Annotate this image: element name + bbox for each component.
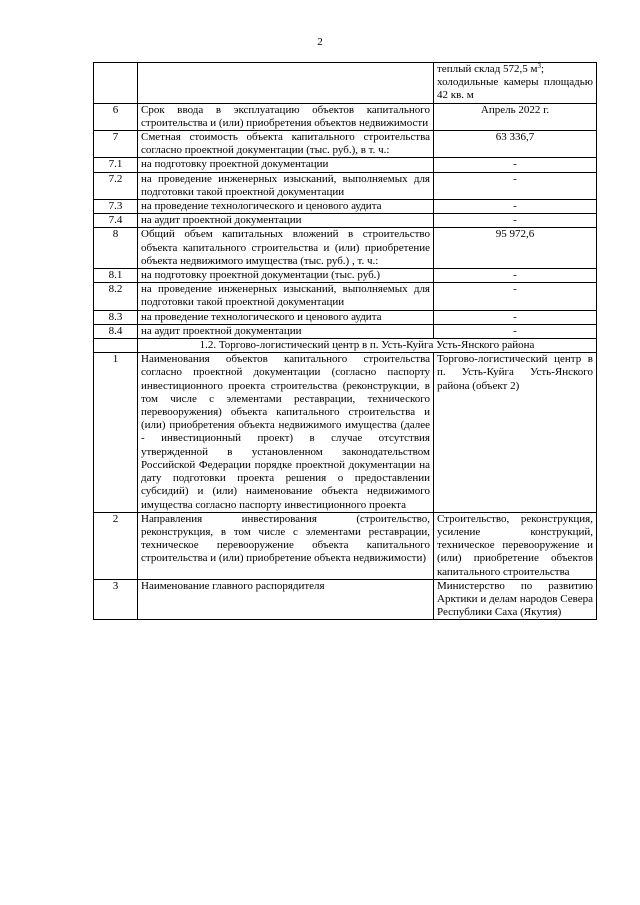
table-row — [94, 228, 597, 269]
value-cell: - — [434, 269, 597, 283]
value-cell: - — [434, 324, 597, 338]
description-cell: на проведение инженерных изысканий, выполняемых для подготовки такой проектной документации — [138, 172, 434, 199]
value-cell: - — [434, 310, 597, 324]
page-number: 2 — [317, 36, 323, 48]
description-cell: Общий объем капитальных вложений в строительство объекта капитального строительства и (или) приобретение объекта недвижимого имущества (тыс. руб.) , т. ч.: — [138, 228, 434, 269]
value-cell: - — [434, 172, 597, 199]
number-cell: 7.2 — [94, 172, 138, 199]
number-cell — [94, 63, 138, 104]
description-cell: на проведение инженерных изысканий, выполняемых для подготовки такой проектной документации — [138, 283, 434, 310]
number-cell: 7 — [94, 131, 138, 158]
description-cell: Направления инвестирования (строительство, реконструкция, в том числе с элементами реставрации, техническое перевооружение объекта капитального строительства и (или) приобретение объекта недвижимости) — [138, 512, 434, 579]
table-row — [94, 579, 597, 620]
number-cell: 8.2 — [94, 283, 138, 310]
number-cell: 7.1 — [94, 158, 138, 172]
table-row — [94, 131, 597, 158]
cubic-superscript: 3 — [537, 62, 541, 70]
value-cell: 63 336,7 — [434, 131, 597, 158]
value-cell: Апрель 2022 г. — [434, 103, 597, 130]
number-cell: 8 — [94, 228, 138, 269]
table-row — [94, 214, 597, 228]
table-row — [94, 269, 597, 283]
table-row — [94, 512, 597, 579]
value-cell: - — [434, 283, 597, 310]
value-cell: - — [434, 158, 597, 172]
object-parameters-table — [93, 62, 597, 620]
description-cell: на подготовку проектной документации (тыс. руб.) — [138, 269, 434, 283]
table-row — [94, 172, 597, 199]
description-cell: на подготовку проектной документации — [138, 158, 434, 172]
number-cell: 8.4 — [94, 324, 138, 338]
table-row — [94, 103, 597, 130]
description-cell: Наименование главного распорядителя — [138, 579, 434, 620]
number-cell: 7.4 — [94, 214, 138, 228]
number-cell: 7.3 — [94, 200, 138, 214]
table-row — [94, 200, 597, 214]
table-row — [94, 283, 597, 310]
description-cell: Наименования объектов капитального строительства согласно проектной документации (согласно паспорту инвестиционного проекта строительства (реконструкции, в том числе с элементами реставрации, технического перевооружения) объекта капитального строительства и (или) приобретения объекта недвижимого имущества (далее - инвестиционный проект) в случае отсутствия утвержденной в установленном законодательством Российской Федерации порядке проектной документации на дату подготовки проекта решения о предоставлении субсидий) и (или) наименование объекта недвижимого имущества согласно паспорту инвестиционного проекта — [138, 353, 434, 512]
number-cell — [94, 339, 138, 353]
value-cell — [434, 63, 597, 104]
continuation-line1: теплый склад 572,5 м — [437, 63, 538, 75]
description-cell: Сметная стоимость объекта капитального строительства согласно проектной документации (тыс. руб.), в т. ч.: — [138, 131, 434, 158]
continuation-line2: холодильные камеры площадью 42 кв. м — [437, 76, 593, 102]
number-cell: 1 — [94, 353, 138, 512]
number-cell: 3 — [94, 579, 138, 620]
section-heading-row — [94, 339, 597, 353]
number-cell: 8.3 — [94, 310, 138, 324]
description-cell — [138, 63, 434, 104]
description-cell: Срок ввода в эксплуатацию объектов капитального строительства и (или) приобретения объектов недвижимости — [138, 103, 434, 130]
table-row-continuation — [94, 63, 597, 104]
value-cell: 95 972,6 — [434, 228, 597, 269]
continuation-line1-tail: ; — [541, 63, 545, 75]
table-row — [94, 324, 597, 338]
value-cell: Строительство, реконструкция, усиление конструкций, техническое перевооружение и (или) приобретение объектов капитального строительства — [434, 512, 597, 579]
description-cell: на проведение технологического и ценового аудита — [138, 310, 434, 324]
description-cell: на проведение технологического и ценового аудита — [138, 200, 434, 214]
table-row — [94, 310, 597, 324]
description-cell: на аудит проектной документации — [138, 214, 434, 228]
table-row — [94, 353, 597, 512]
table-row — [94, 158, 597, 172]
description-cell: на аудит проектной документации — [138, 324, 434, 338]
value-cell: Министерство по развитию Арктики и делам народов Севера Республики Саха (Якутия) — [434, 579, 597, 620]
number-cell: 2 — [94, 512, 138, 579]
value-cell: Торгово-логистический центр в п. Усть-Куйга Усть-Янского района (объект 2) — [434, 353, 597, 512]
section-heading: 1.2. Торгово-логистический центр в п. Усть-Куйга Усть-Янского района — [138, 339, 597, 353]
number-cell: 8.1 — [94, 269, 138, 283]
number-cell: 6 — [94, 103, 138, 130]
value-cell: - — [434, 214, 597, 228]
value-cell: - — [434, 200, 597, 214]
